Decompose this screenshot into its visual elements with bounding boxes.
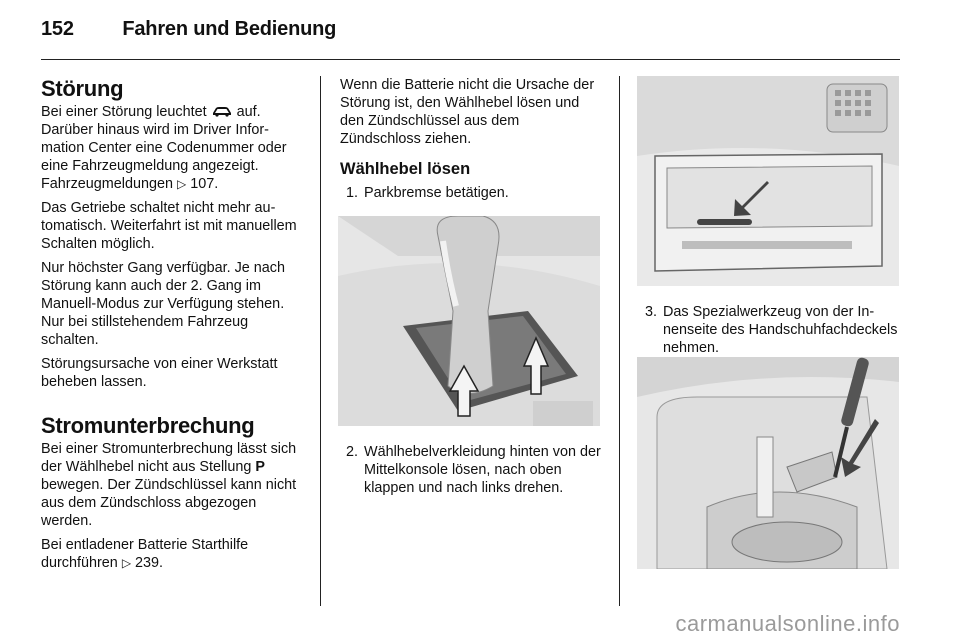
watermark: carmanualsonline.info	[675, 611, 900, 636]
column-2	[340, 76, 602, 202]
page-header	[41, 18, 336, 41]
paragraph-stoerung-1: Bei einer Störung leuchtet auf. Darüber hinaus wird im Driver Information Center eine Codenummer oder eine Fahrzeugmeldung angezeigt. Fahrzeugmeldungen ▷ 107.	[41, 104, 287, 192]
column-2-lower	[340, 443, 602, 497]
column-1	[41, 76, 304, 578]
column-divider-2	[619, 76, 620, 606]
paragraph-stoerung-2: Das Getriebe schaltet nicht mehr automatisch. Weiterfahrt ist mit manuellem Schalten möglich.	[41, 200, 297, 252]
step-3: 3. Das Spezialwerkzeug von der Innenseite des Handschuhfachdeckels nehmen.	[644, 304, 898, 356]
paragraph-strom-2: Bei entladener Batterie Starthilfe durchführen ▷ 239.	[41, 537, 249, 571]
illustration-gear-lever	[338, 216, 600, 426]
paragraph-intro: Wenn die Batterie nicht die Ursache der Störung ist, den Wählhebel lösen und den Zündschlüssel aus dem Zündschloss ziehen.	[340, 77, 595, 147]
page-ref-arrow-icon: ▷	[177, 177, 187, 191]
page-ref-link[interactable]: 239.	[135, 555, 164, 571]
paragraph-strom-1: Bei einer Stromunterbrechung lässt sich der Wählhebel nicht aus Stellung P bewegen. Der Zündschlüssel kann nicht aus dem Zündschloss abgezogen werden.	[41, 441, 297, 529]
column-divider-1	[320, 76, 321, 606]
paragraph-stoerung-3: Nur höchster Gang verfügbar. Je nach Störung kann auch der 2. Gang im Manuell-Modus zur Verfügung stehen. Nur bei stillstehendem Fahrzeug schalten.	[41, 260, 285, 348]
step-1: 1. Parkbremse betätigen.	[345, 185, 509, 201]
heading-stoerung: Störung	[41, 76, 124, 101]
page-ref-link[interactable]: 107.	[190, 176, 219, 192]
illustration-glovebox	[637, 76, 899, 286]
paragraph-stoerung-4: Störungsursache von einer Werkstatt beheben lassen.	[41, 356, 278, 390]
page-number: 152	[41, 18, 74, 40]
step-2: 2. Wählhebelverkleidung hinten von der Mittelkonsole lösen, nach oben klappen und nach links drehen.	[345, 444, 601, 496]
heading-waehlhebel-loesen: Wählhebel lösen	[340, 160, 471, 178]
car-warning-icon	[211, 104, 237, 120]
header-rule	[41, 59, 900, 60]
column-3	[639, 303, 901, 357]
heading-stromunterbrechung: Stromunterbrechung	[41, 413, 255, 438]
illustration-special-tool	[637, 357, 899, 569]
page-ref-arrow-icon: ▷	[121, 556, 132, 570]
gear-position-p: P	[255, 459, 266, 475]
section-title: Fahren und Bedienung	[122, 18, 337, 40]
